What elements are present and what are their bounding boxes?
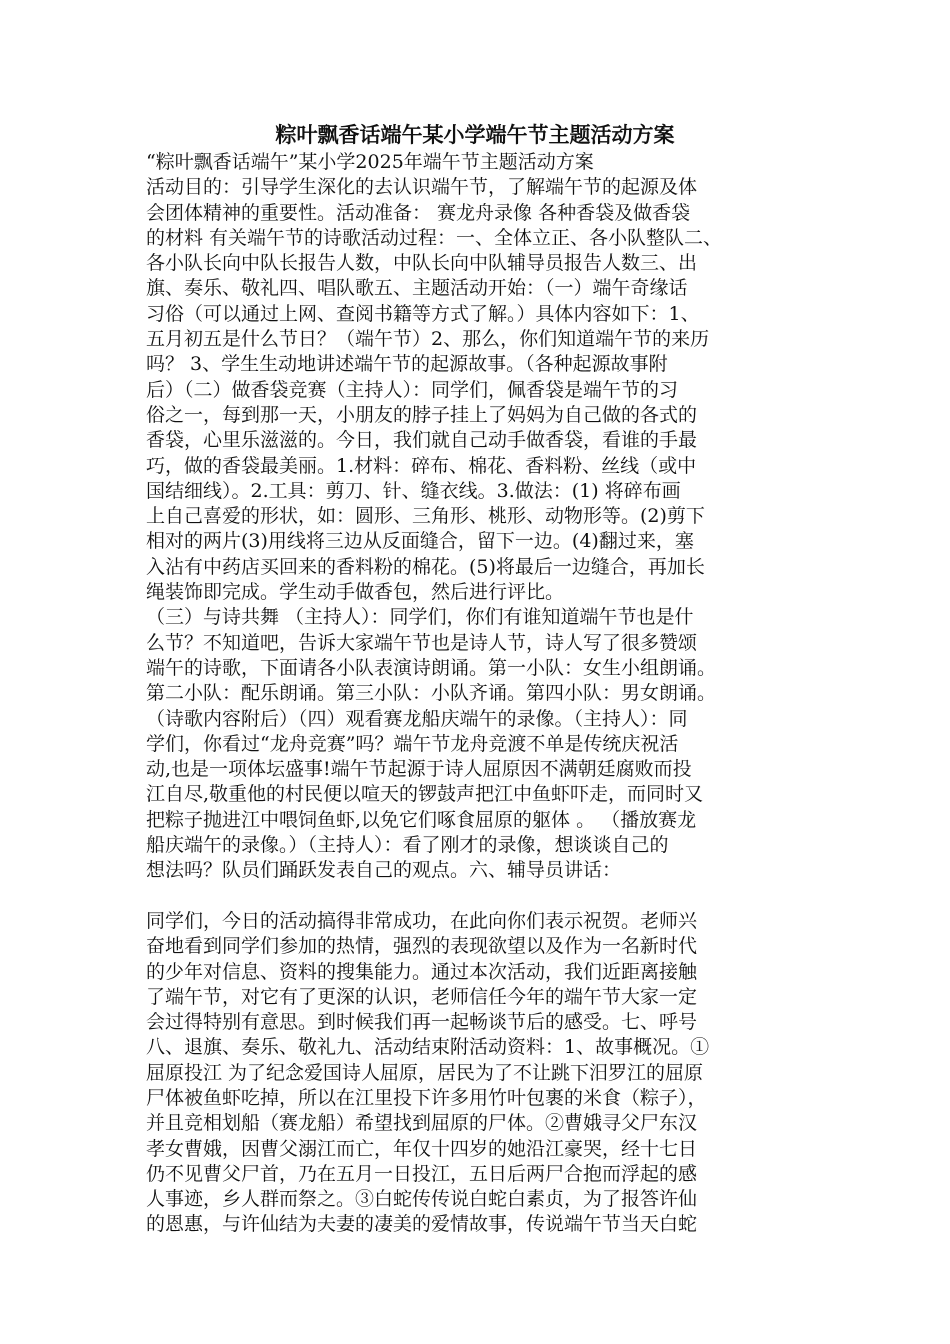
body-line: 国结细线）。2.工具：剪刀、针、缝衣线。3.做法：(1) 将碎布画 [146,479,681,502]
body-line: 并且竞相划船（赛龙船）希望找到屈原的尸体。②曹娥寻父尸东汉 [146,1112,698,1135]
body-line: 把粽子抛进江中喂饲鱼虾,以免它们啄食屈原的躯体 。 （播放赛龙 [146,808,697,831]
body-line: 奋地看到同学们参加的热情，强烈的表现欲望以及作为一名新时代 [146,935,698,958]
document-body [146,150,826,1238]
body-line: 活动目的：引导学生深化的去认识端午节，了解端午节的起源及体 [146,176,698,199]
body-line: 习俗（可以通过上网、查阅书籍等方式了解。）具体内容如下：1、 [146,302,700,325]
body-line: 会过得特别有意思。到时候我们再一起畅谈节后的感受。七、呼号 [146,1011,698,1034]
body-line: 孝女曹娥，因曹父溺江而亡，年仅十四岁的她沿江豪哭，经十七日 [146,1137,698,1160]
body-line: 的恩惠，与许仙结为夫妻的凄美的爱情故事，传说端午节当天白蛇 [146,1213,698,1236]
document-title: 粽叶飘香话端午某小学端午节主题活动方案 [275,122,675,147]
body-line: 后）（二）做香袋竞赛（主持人）：同学们，佩香袋是端午节的习 [146,378,679,401]
body-line: 船庆端午的录像。）（主持人）：看了刚才的录像，想谈谈自己的 [146,834,669,857]
body-line: （三）与诗共舞 （主持人）：同学们，你们有谁知道端午节也是什 [146,606,694,629]
body-line: 江自尽,敬重他的村民便以喧天的锣鼓声把江中鱼虾吓走，而同时又 [146,783,704,806]
body-line: 尸体被鱼虾吃掉，所以在江里投下许多用竹叶包裹的米食（粽子）， [146,1086,707,1109]
body-line: 入沾有中药店买回来的香料粉的棉花。(5)将最后一边缝合，再加长 [146,555,705,578]
body-line: （诗歌内容附后）（四）观看赛龙船庆端午的录像。（主持人）：同 [146,707,688,730]
body-line: 各小队长向中队长报告人数，中队长向中队辅导员报告人数三、出 [146,252,698,275]
body-line: 端午的诗歌，下面请各小队表演诗朗诵。第一小队：女生小组朗诵。 [146,656,717,679]
body-line: 人事迹，乡人群而祭之。③白蛇传传说白蛇白素贞，为了报答许仙 [146,1188,698,1211]
body-line: 动,也是一项体坛盛事!端午节起源于诗人屈原因不满朝廷腐败而投 [146,758,692,781]
body-line: 巧，做的香袋最美丽。1.材料：碎布、棉花、香料粉、丝线（或中 [146,454,697,477]
body-line: 会团体精神的重要性。活动准备： 赛龙舟录像 各种香袋及做香袋 [146,201,691,224]
body-line: 八、退旗、奏乐、敬礼九、活动结束附活动资料：1、故事概况。① [146,1036,710,1059]
body-line: 第二小队：配乐朗诵。第三小队：小队齐诵。第四小队：男女朗诵。 [146,682,717,705]
body-line: 上自己喜爱的形状，如：圆形、三角形、桃形、动物形等。(2)剪下 [146,505,705,528]
body-line: 想法吗？队员们踊跃发表自己的观点。六、辅导员讲话： [146,859,622,882]
body-line: 的材料 有关端午节的诗歌活动过程：一、全体立正、各小队整队二、 [146,226,723,249]
body-line: 相对的两片(3)用线将三边从反面缝合，留下一边。(4)翻过来，塞 [146,530,694,553]
body-line: 吗？ 3、学生生动地讲述端午节的起源故事。（各种起源故事附 [146,353,668,376]
document-subtitle: “粽叶飘香话端午”某小学2025年端午节主题活动方案 [146,151,594,173]
body-line: 么节？不知道吧，告诉大家端午节也是诗人节，诗人写了很多赞颂 [146,631,698,654]
body-line: 的少年对信息、资料的搜集能力。通过本次活动，我们近距离接触 [146,960,698,983]
body-line: 了端午节，对它有了更深的认识，老师信任今年的端午节大家一定 [146,985,698,1008]
body-line: 绳装饰即完成。学生动手做香包，然后进行评比。 [146,581,565,604]
body-line: 旗、奏乐、敬礼四、唱队歌五、主题活动开始：（一）端午奇缘话 [146,277,688,300]
body-line: 五月初五是什么节日？（端午节）2、那么，你们知道端午节的来历 [146,328,710,351]
body-line: 俗之一，每到那一天，小朋友的脖子挂上了妈妈为自己做的各式的 [146,403,698,426]
blank-line [146,884,826,909]
body-line: 仍不见曹父尸首，乃在五月一日投江，五日后两尸合抱而浮起的感 [146,1162,698,1185]
body-line: 同学们，今日的活动搞得非常成功，在此向你们表示祝贺。老师兴 [146,909,698,932]
body-line: 屈原投江 为了纪念爱国诗人屈原，居民为了不让跳下汨罗江的屈原 [146,1061,704,1084]
body-line: 香袋，心里乐滋滋的。今日，我们就自己动手做香袋，看谁的手最 [146,429,698,452]
body-line: 学们，你看过“龙舟竞赛”吗？端午节龙舟竞渡不单是传统庆祝活 [146,732,679,755]
